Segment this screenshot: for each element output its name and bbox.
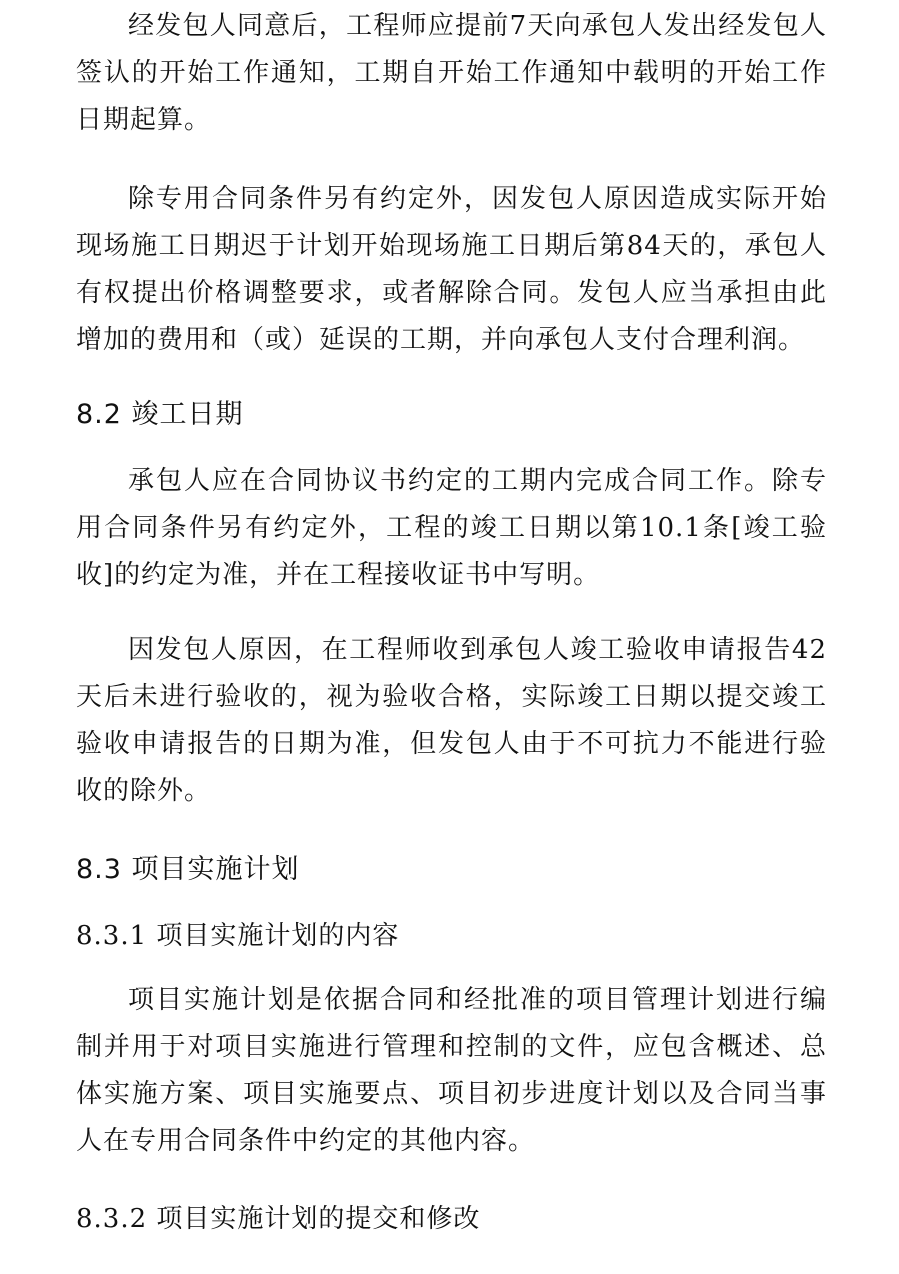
section-heading-8-2: 8.2 竣工日期	[76, 399, 244, 430]
paragraph-start-notice: 经发包人同意后，工程师应提前7天向承包人发出经发包人签认的开始工作通知，工期自开始工作通知中载明的开始工作日期起算。	[76, 11, 827, 135]
section-heading-8-3: 8.3 项目实施计划	[76, 854, 300, 885]
section-heading-8-3-2: 8.3.2 项目实施计划的提交和修改	[76, 1204, 481, 1234]
section-heading-8-3-1: 8.3.1 项目实施计划的内容	[76, 921, 400, 951]
paragraph-delay-rights: 除专用合同条件另有约定外，因发包人原因造成实际开始现场施工日期迟于计划开始现场施工日期后第84天的，承包人有权提出价格调整要求，或者解除合同。发包人应当承担由此增加的费用和（或）延误的工期，并向承包人支付合理利润。	[76, 184, 827, 355]
paragraph-plan-content: 项目实施计划是依据合同和经批准的项目管理计划进行编制并用于对项目实施进行管理和控制的文件，应包含概述、总体实施方案、项目实施要点、项目初步进度计划以及合同当事人在专用合同条件中约定的其他内容。	[76, 985, 827, 1156]
paragraph-completion-date: 承包人应在合同协议书约定的工期内完成合同工作。除专用合同条件另有约定外，工程的竣工日期以第10.1条[竣工验收]的约定为准，并在工程接收证书中写明。	[76, 466, 827, 590]
paragraph-acceptance-delay: 因发包人原因，在工程师收到承包人竣工验收申请报告42天后未进行验收的，视为验收合格，实际竣工日期以提交竣工验收申请报告的日期为准，但发包人由于不可抗力不能进行验收的除外。	[76, 635, 827, 806]
